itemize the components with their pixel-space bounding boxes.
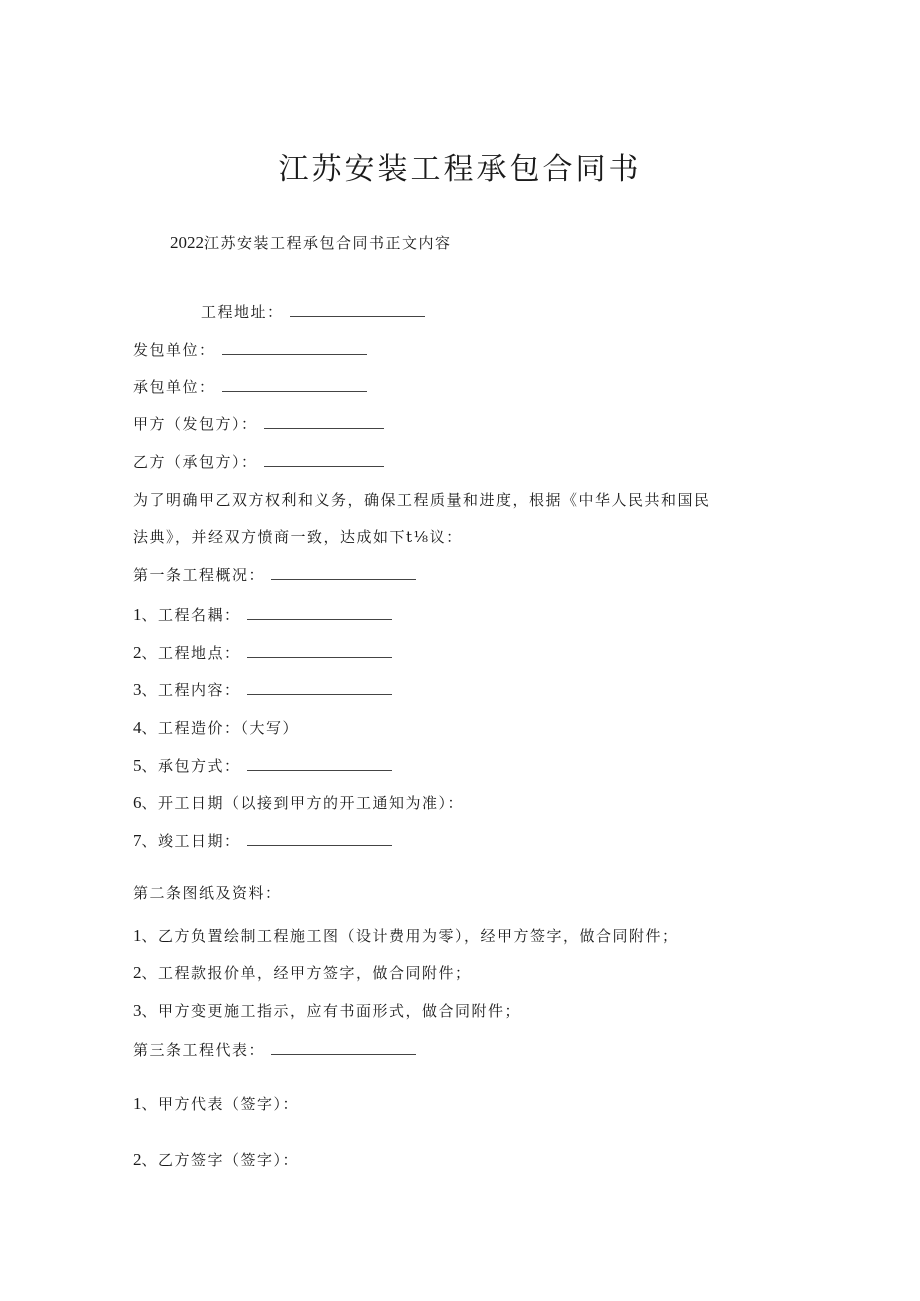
item-number: 3 (133, 680, 142, 699)
item-text: 、甲方代表（签字）： (141, 1095, 300, 1113)
item-number: 2 (133, 1150, 142, 1169)
article-2-heading: 第二条图纸及资料： (133, 884, 282, 902)
item-text: 、工程内容： (141, 681, 241, 699)
item-blank (247, 643, 392, 658)
item-text: 、开工日期（以接到甲方的开工通知为准）： (141, 794, 465, 812)
contractor-unit-label: 承包单位： (133, 378, 216, 396)
item-text: 、工程名耦： (141, 606, 241, 624)
document-subtitle (170, 232, 452, 254)
project-address-field (201, 302, 425, 322)
item-number: 1 (133, 926, 142, 945)
item-text: 、工程造价：（大写） (141, 719, 300, 737)
party-b-blank (264, 452, 384, 467)
article-3-heading-row (133, 1040, 416, 1060)
article-1-item (133, 756, 392, 776)
article-1-item (133, 793, 464, 813)
article-2-item (133, 1001, 521, 1021)
subtitle-text: 江苏安装工程承包合同书正文内容 (204, 234, 452, 252)
article-1-item (133, 718, 299, 738)
item-number: 1 (133, 605, 142, 624)
item-text: 、承包方式： (141, 757, 241, 775)
party-b-field (133, 452, 384, 472)
article-2-item (133, 963, 472, 983)
item-text: 、甲方变更施工指示，应有书面形式，做合同附件； (141, 1002, 522, 1020)
item-blank (247, 680, 392, 695)
item-blank (247, 756, 392, 771)
item-blank (247, 605, 392, 620)
article-3-heading: 第三条工程代表： (133, 1041, 266, 1059)
document-title: 江苏安装工程承包合同书 (278, 152, 642, 187)
item-number: 5 (133, 756, 142, 775)
item-number: 7 (133, 831, 142, 850)
subtitle-year: 2022 (170, 233, 204, 252)
party-a-field (133, 414, 384, 434)
party-a-blank (264, 414, 384, 429)
item-text: 、工程款报价单，经甲方签字，做合同附件； (141, 964, 472, 982)
article-3-item (133, 1150, 299, 1170)
article-1-heading-row (133, 565, 416, 585)
employer-unit-blank (222, 340, 367, 355)
item-text: 、乙方签字（签字）： (141, 1151, 300, 1169)
article-1-item (133, 680, 392, 700)
party-a-label: 甲方（发包方）： (133, 415, 258, 433)
item-number: 2 (133, 643, 142, 662)
project-address-blank (290, 302, 425, 317)
item-number: 3 (133, 1001, 142, 1020)
article-1-item (133, 643, 392, 663)
article-2-item (133, 926, 679, 946)
item-number: 1 (133, 1094, 142, 1113)
item-text: 、竣工日期： (141, 832, 241, 850)
article-1-heading: 第一条工程概况： (133, 566, 266, 584)
project-address-label: 工程地址： (201, 303, 284, 321)
article-3-blank (271, 1040, 416, 1055)
preamble-line-2: 法典》，并经双方愤商一致，达成如下t⅛议： (133, 528, 463, 546)
article-1-blank (271, 565, 416, 580)
item-blank (247, 831, 392, 846)
preamble-line-1: 为了明确甲乙双方权利和义务，确保工程质量和进度，根据《中华人民共和国民 (133, 491, 711, 509)
contractor-unit-blank (222, 377, 367, 392)
item-number: 2 (133, 963, 142, 982)
article-1-item (133, 605, 392, 625)
article-1-item (133, 831, 392, 851)
contractor-unit-field (133, 377, 367, 397)
item-number: 4 (133, 718, 142, 737)
item-text: 、乙方负置绘制工程施工图（设计费用为零），经甲方签字，做合同附件； (141, 927, 679, 945)
item-text: 、工程地点： (141, 644, 241, 662)
employer-unit-label: 发包单位： (133, 341, 216, 359)
employer-unit-field (133, 340, 367, 360)
article-3-item (133, 1094, 299, 1114)
party-b-label: 乙方（承包方）： (133, 453, 258, 471)
item-number: 6 (133, 793, 142, 812)
